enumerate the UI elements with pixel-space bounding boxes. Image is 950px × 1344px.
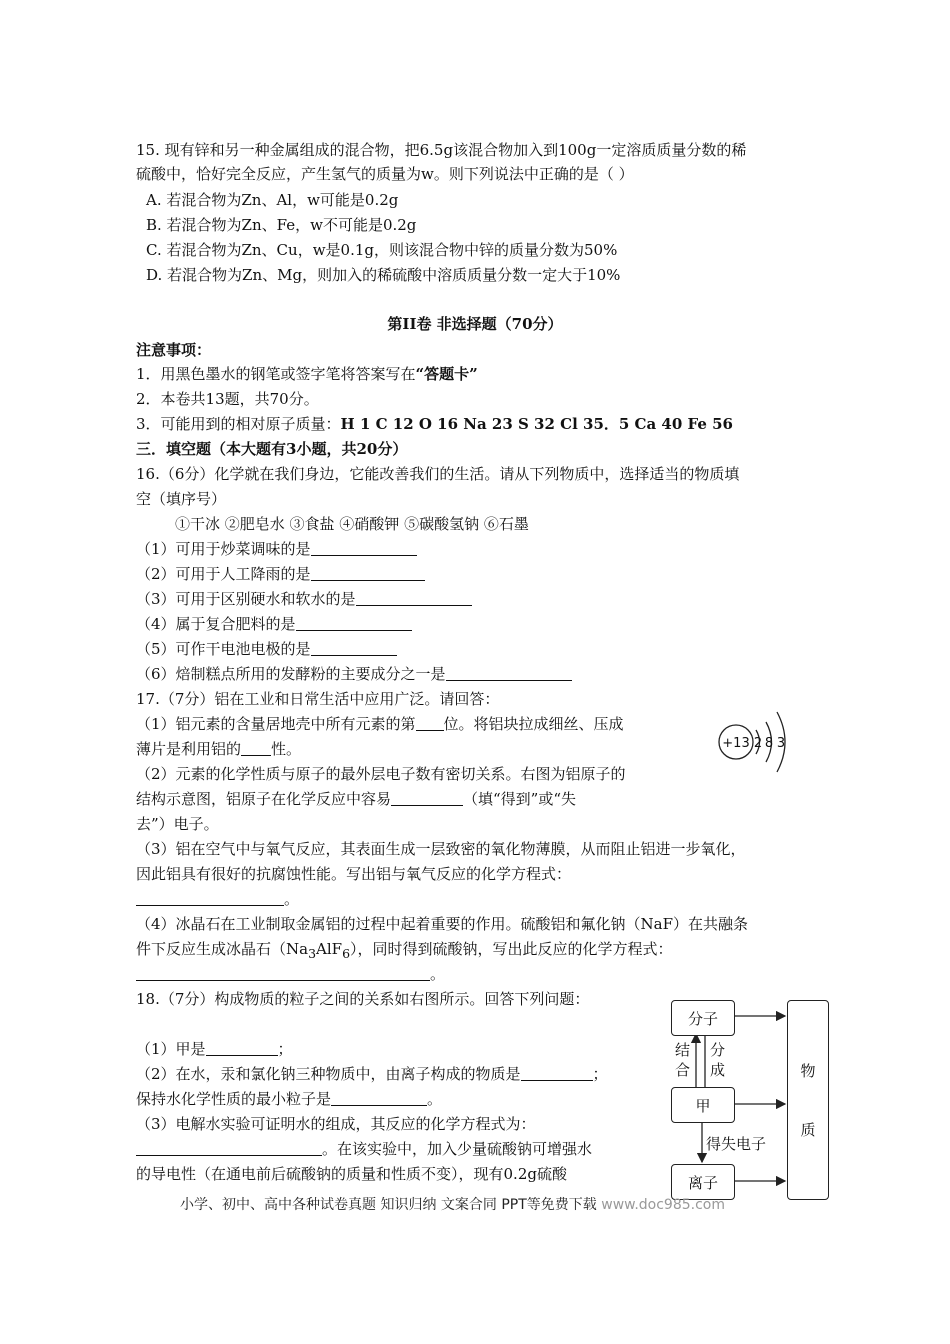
answer-blank[interactable] (446, 666, 572, 681)
q18-part2-text-b: ； (592, 1065, 608, 1083)
subscript: 3 (308, 946, 317, 961)
q16-stem-line2: 空（填序号） (136, 490, 227, 508)
answer-blank[interactable] (521, 1066, 593, 1081)
q18-part1-text-b: ； (277, 1040, 293, 1058)
answer-blank[interactable] (391, 791, 463, 806)
footer-watermark: www.doc985.com (601, 1197, 725, 1213)
answer-blank[interactable] (311, 566, 425, 581)
answer-blank[interactable] (241, 741, 271, 756)
q17-part2-line2 (136, 789, 576, 809)
q16-item-3-text: （3）可用于区别硬水和软水的是 (136, 590, 356, 608)
q17-part4-formula: AlF (316, 940, 343, 958)
q18-part2-line2 (136, 1089, 442, 1109)
notice-1-bold: “答题卡” (415, 365, 478, 383)
notice-2: 2．本卷共13题，共70分。 (136, 390, 319, 408)
answer-blank[interactable] (136, 1141, 322, 1156)
substance-char-2: 质 (800, 1121, 816, 1139)
period: 。 (284, 890, 300, 908)
q16-item-1 (136, 539, 417, 559)
q18-part2-line1 (136, 1064, 608, 1084)
answer-blank[interactable] (136, 966, 430, 981)
q17-part1-line1 (136, 714, 624, 734)
q17-part4-line2 (136, 939, 673, 964)
notice-3-text: 3．可能用到的相对原子质量： (136, 415, 341, 433)
q17-part4-text: 件下反应生成冰晶石（Na (136, 940, 309, 958)
q15-stem-line2: 硫酸中，恰好完全反应，产生氢气的质量为w。则下列说法中正确的是（ ） (136, 165, 634, 183)
q17-part2-line3: 去”）电子。 (136, 815, 219, 833)
q17-part4-text-b: ），同时得到硫酸钠，写出此反应的化学方程式： (350, 940, 673, 958)
q18-stem: 18.（7分）构成物质的粒子之间的关系如右图所示。回答下列问题： (136, 990, 590, 1008)
split-char-2: 成 (710, 1061, 726, 1079)
shell-electrons-3: 3 (776, 736, 786, 751)
q17-part2-line1: （2）元素的化学性质与原子的最外层电子数有密切关系。右图为铝原子的 (136, 765, 626, 783)
q18-part3-line3: 的导电性（在通电前后硫酸钠的质量和性质不变），现有0.2g硫酸 (136, 1165, 567, 1183)
q17-part2-text: 结构示意图，铝原子在化学反应中容易 (136, 790, 392, 808)
substance-char-1: 物 (800, 1062, 816, 1080)
q18-part3-text: 。在该实验中，加入少量硫酸钠可增强水 (322, 1140, 593, 1158)
q16-stem-line1: 16.（6分）化学就在我们身边，它能改善我们的生活。请从下列物质中，选择适当的物质填 (136, 465, 740, 483)
answer-blank[interactable] (136, 891, 284, 906)
period: 。 (430, 965, 446, 983)
q17-part1-line2-text: 薄片是利用铝的 (136, 740, 242, 758)
molecule-box: 分子 (671, 1000, 735, 1036)
section2-title: 第II卷 非选择题（70分） (387, 315, 563, 333)
notice-title: 注意事项： (136, 341, 212, 359)
gain-lose-electrons-label: 得失电子 (706, 1135, 767, 1153)
q17-part2-text-b: （填“得到”或“失 (463, 790, 577, 808)
q17-stem: 17.（7分）铝在工业和日常生活中应用广泛。请回答： (136, 690, 500, 708)
answer-blank[interactable] (331, 1091, 427, 1106)
combine-char-1: 结 (675, 1041, 691, 1059)
notice-3 (136, 414, 733, 434)
q15-stem-line1: 15. 现有锌和另一种金属组成的混合物，把6.5g该混合物加入到100g一定溶质质量分数的稀 (136, 141, 747, 159)
notice-1-text: 1．用黑色墨水的钢笔或签字笔将答案写在 (136, 365, 416, 383)
combine-char-2: 合 (675, 1061, 691, 1079)
q16-item-5-text: （5）可作干电池电极的是 (136, 640, 311, 658)
q17-part3-line2: 因此铝具有很好的抗腐蚀性能。写出铝与氧气反应的化学方程式： (136, 865, 572, 883)
answer-blank[interactable] (416, 716, 444, 731)
footer-text: 小学、初中、高中各种试卷真题 知识归纳 文案合同 PPT等免费下载 (180, 1197, 602, 1213)
q17-part4-answer (136, 964, 445, 984)
answer-blank[interactable] (311, 641, 397, 656)
subscript: 6 (342, 946, 351, 961)
shell-electrons-1: 2 (753, 736, 763, 751)
q18-part2-line2-text: 保持水化学性质的最小粒子是 (136, 1090, 332, 1108)
q17-part1-text: （1）铝元素的含量居地壳中所有元素的第 (136, 715, 416, 733)
split-char-1: 分 (710, 1041, 726, 1059)
q16-choices: ①干冰 ②肥皂水 ③食盐 ④硝酸钾 ⑤碳酸氢钠 ⑥石墨 (175, 515, 529, 533)
q15-option-d: D. 若混合物为Zn、Mg，则加入的稀硫酸中溶质质量分数一定大于10% (146, 266, 621, 284)
q15-option-c: C. 若混合物为Zn、Cu，w是0.1g，则该混合物中锌的质量分数为50% (146, 241, 618, 259)
q18-part2-text: （2）在水，汞和氯化钠三种物质中，由离子构成的物质是 (136, 1065, 521, 1083)
answer-blank[interactable] (356, 591, 472, 606)
q17-part1-line2 (136, 739, 301, 759)
q16-item-2-text: （2）可用于人工降雨的是 (136, 565, 311, 583)
q17-part4-line1: （4）冰晶石在工业制取金属铝的过程中起着重要的作用。硫酸铝和氟化钠（NaF）在共融条 (136, 915, 749, 933)
jia-box: 甲 (671, 1087, 735, 1123)
split-label (710, 1040, 725, 1080)
q17-part1-line2-text-b: 性。 (271, 740, 302, 758)
q18-part3-line2 (136, 1139, 592, 1159)
q16-item-3 (136, 589, 472, 609)
q17-part1-text-b: 位。将铝块拉成细丝、压成 (443, 715, 624, 733)
q18-part2-line2-text-b: 。 (427, 1090, 443, 1108)
q16-item-1-text: （1）可用于炒菜调味的是 (136, 540, 311, 558)
q16-item-4 (136, 614, 412, 634)
q18-part1 (136, 1039, 293, 1059)
q15-option-b: B. 若混合物为Zn、Fe，w不可能是0.2g (146, 216, 417, 234)
answer-blank[interactable] (206, 1041, 278, 1056)
part3-title: 三．填空题（本大题有3小题，共20分） (136, 440, 408, 458)
aluminum-atom-diagram (716, 698, 796, 780)
q16-item-4-text: （4）属于复合肥料的是 (136, 615, 296, 633)
combine-label (675, 1040, 690, 1080)
atomic-masses: H 1 C 12 O 16 Na 23 S 32 Cl 35．5 Ca 40 Fe 56 (340, 415, 733, 433)
q16-item-5 (136, 639, 397, 659)
page-footer (180, 1194, 725, 1214)
notice-1 (136, 364, 478, 384)
q17-part3-line1: （3）铝在空气中与氧气反应，其表面生成一层致密的氧化物薄膜，从而阻止铝进一步氧化， (136, 840, 746, 858)
q16-item-6 (136, 664, 572, 684)
q15-option-a: A. 若混合物为Zn、Al，w可能是0.2g (146, 191, 399, 209)
answer-blank[interactable] (311, 541, 417, 556)
q18-part3-line1: （3）电解水实验可证明水的组成，其反应的化学方程式为： (136, 1115, 536, 1133)
q16-item-2 (136, 564, 425, 584)
q17-part3-answer (136, 889, 299, 909)
q18-part1-text: （1）甲是 (136, 1040, 206, 1058)
q16-item-6-text: （6）焙制糕点所用的发酵粉的主要成分之一是 (136, 665, 446, 683)
nucleus-charge: +13 (722, 736, 750, 751)
ion-box: 离子 (671, 1164, 735, 1200)
substance-box (787, 1000, 829, 1200)
answer-blank[interactable] (296, 616, 412, 631)
shell-electrons-2: 8 (764, 736, 774, 751)
